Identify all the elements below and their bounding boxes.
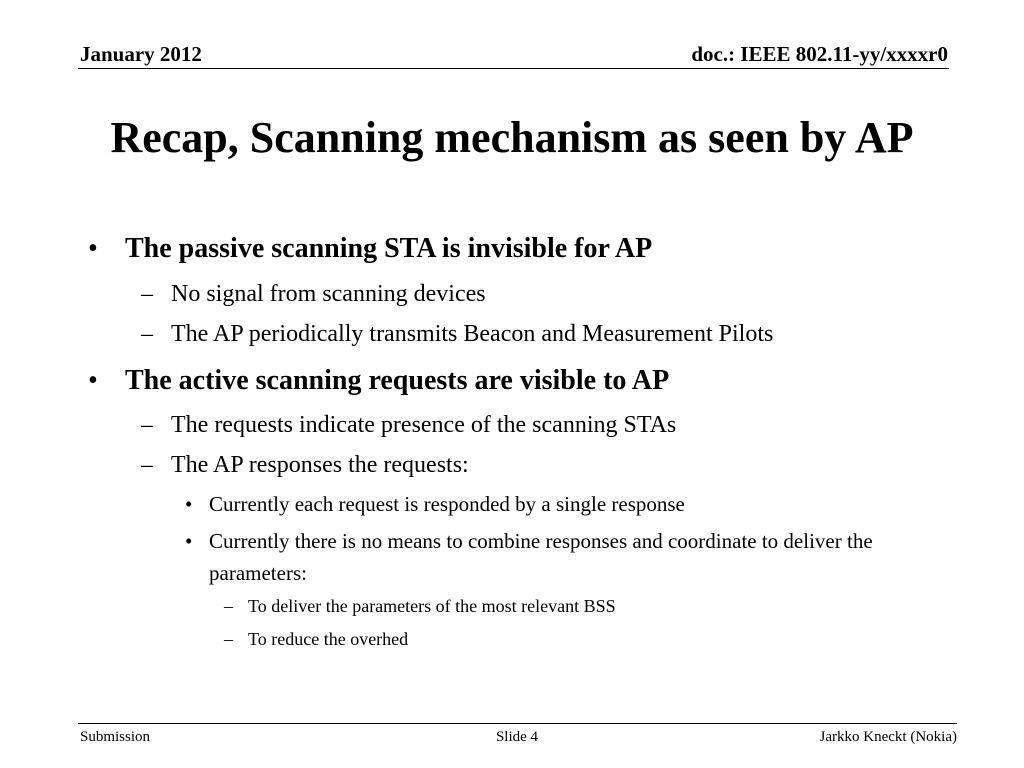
sub-bullet-text: No signal from scanning devices xyxy=(171,281,486,307)
dash-marker: – xyxy=(224,629,233,649)
footer-submission: Submission xyxy=(80,729,151,745)
sub-bullet-item xyxy=(141,410,677,440)
bullet-marker: • xyxy=(88,233,98,264)
sub-bullet-text: The AP responses the requests: xyxy=(171,452,469,478)
level4-bullet-text: To deliver the parameters of the most relevant BSS xyxy=(248,596,616,616)
footer-divider xyxy=(78,723,957,724)
level4-bullet-text: To reduce the overhed xyxy=(248,629,409,649)
footer-author: Jarkko Kneckt (Nokia) xyxy=(819,729,957,745)
bullet-marker: • xyxy=(185,529,193,553)
bullet-marker: • xyxy=(185,492,193,516)
header-date: January 2012 xyxy=(80,42,202,66)
sub-sub-bullet-item xyxy=(185,488,685,520)
dash-marker: – xyxy=(141,321,153,347)
dash-marker: – xyxy=(224,596,233,616)
bullet-text: The active scanning requests are visible to AP xyxy=(125,365,670,396)
level4-bullet-item xyxy=(224,594,616,618)
level4-bullet-item xyxy=(224,627,409,651)
sub-bullet-text: The requests indicate presence of the scanning STAs xyxy=(171,412,677,438)
slide-title: Recap, Scanning mechanism as seen by AP xyxy=(110,113,914,162)
sub-bullet-text: The AP periodically transmits Beacon and Measurement Pilots xyxy=(171,321,774,347)
sub-sub-bullet-item xyxy=(185,525,929,589)
bullet-item xyxy=(88,232,653,266)
sub-sub-bullet-text: Currently each request is responded by a single response xyxy=(209,492,685,516)
header-doc-id: doc.: IEEE 802.11-yy/xxxxr0 xyxy=(691,42,948,66)
bullet-marker: • xyxy=(88,365,98,396)
dash-marker: – xyxy=(141,412,153,438)
dash-marker: – xyxy=(141,281,153,307)
sub-bullet-item xyxy=(141,279,486,309)
footer-slide-number: Slide 4 xyxy=(495,729,539,745)
bullet-text: The passive scanning STA is invisible for AP xyxy=(125,233,653,264)
sub-sub-bullet-text: Currently there is no means to combine responses and coordinate to deliver the parameters: xyxy=(209,529,873,585)
sub-bullet-item xyxy=(141,319,774,349)
sub-bullet-item xyxy=(141,450,469,480)
bullet-item xyxy=(88,364,670,398)
dash-marker: – xyxy=(141,452,153,478)
